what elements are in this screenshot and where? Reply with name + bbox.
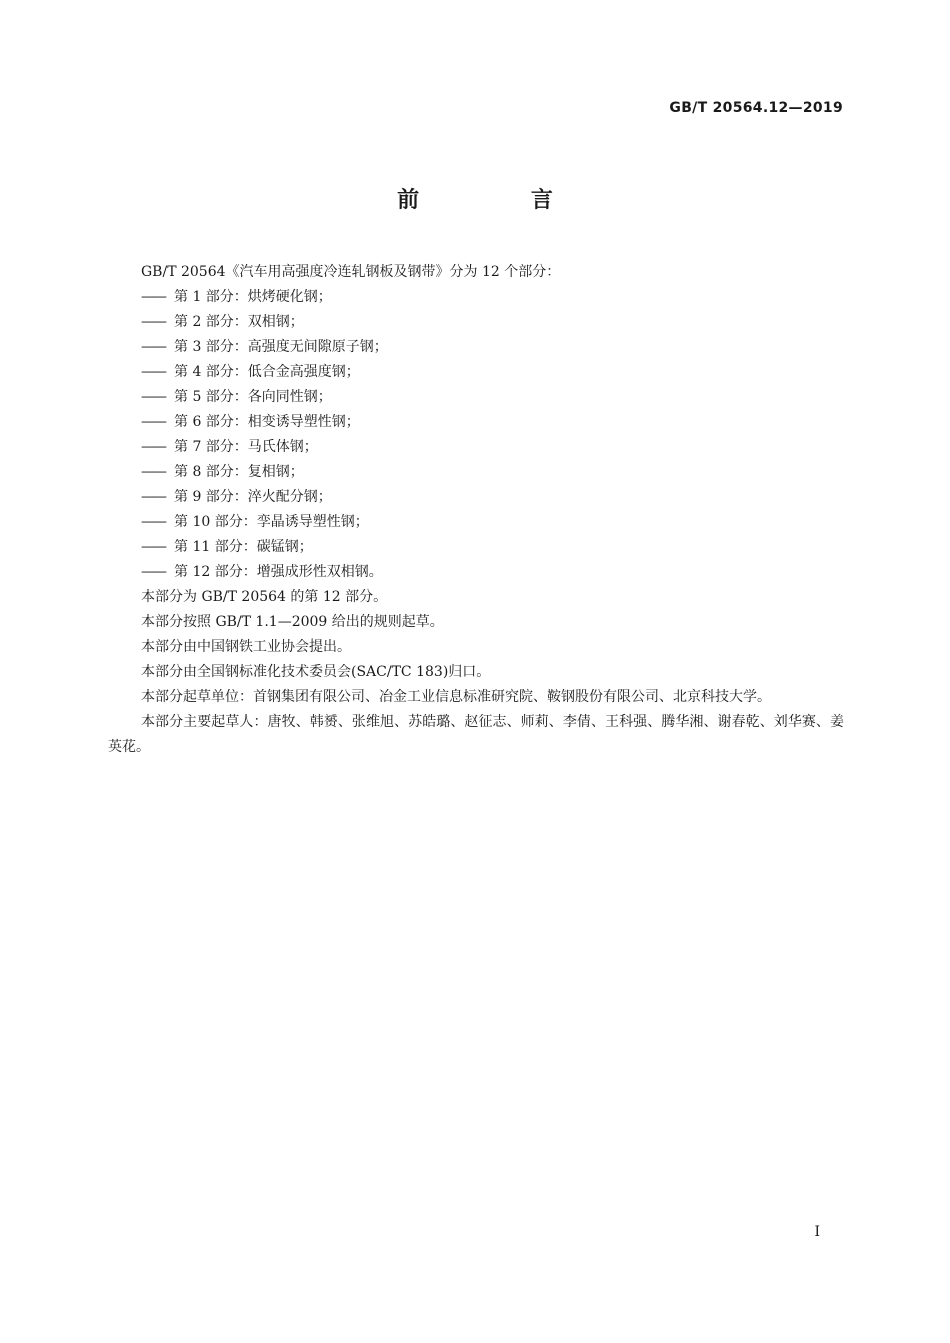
intro-paragraph: GB/T 20564《汽车用高强度冷连轧钢板及钢带》分为 12 个部分： [141, 264, 561, 280]
drafters-paragraph: 本部分主要起草人：唐牧、韩赟、张维旭、苏皓璐、赵征志、师莉、李倩、王科强、腾华湘、谢春乾、刘华赛、姜英花。 [108, 714, 844, 755]
dash-marker: —— [141, 414, 165, 430]
drafting-rules-paragraph: 本部分按照 GB/T 1.1—2009 给出的规则起草。 [141, 614, 444, 630]
dash-marker: —— [141, 489, 165, 505]
dash-marker: —— [141, 289, 165, 305]
list-item [108, 460, 844, 485]
dash-marker: —— [141, 364, 165, 380]
dash-marker: —— [141, 389, 165, 405]
list-item [108, 510, 844, 535]
drafting-units-paragraph: 本部分起草单位：首钢集团有限公司、冶金工业信息标准研究院、鞍钢股份有限公司、北京科技大学。 [141, 689, 771, 705]
foreword-body [108, 260, 844, 760]
part-label: 第 1 部分：烘烤硬化钢； [174, 289, 332, 305]
part-label: 第 4 部分：低合金高强度钢； [174, 364, 360, 380]
list-item [108, 435, 844, 460]
list-item [108, 335, 844, 360]
dash-marker: —— [141, 339, 165, 355]
dash-marker: —— [141, 564, 165, 580]
list-item [108, 535, 844, 560]
list-item [108, 410, 844, 435]
dash-marker: —— [141, 439, 165, 455]
list-item [108, 360, 844, 385]
dash-marker: —— [141, 464, 165, 480]
part-label: 第 3 部分：高强度无间隙原子钢； [174, 339, 388, 355]
part-label: 第 12 部分：增强成形性双相钢。 [174, 564, 383, 580]
committee-paragraph: 本部分由全国钢标准化技术委员会(SAC/TC 183)归口。 [141, 664, 491, 680]
part-label: 第 9 部分：淬火配分钢； [174, 489, 332, 505]
list-item [108, 385, 844, 410]
page-title: 前 言 [397, 188, 605, 213]
part-label: 第 2 部分：双相钢； [174, 314, 304, 330]
list-item [108, 560, 844, 585]
list-item [108, 310, 844, 335]
dash-marker: —— [141, 539, 165, 555]
list-item [108, 485, 844, 510]
part-label: 第 6 部分：相变诱导塑性钢； [174, 414, 360, 430]
part-label: 第 5 部分：各向同性钢； [174, 389, 332, 405]
dash-marker: —— [141, 514, 165, 530]
dash-marker: —— [141, 314, 165, 330]
parts-list [108, 285, 844, 585]
list-item [108, 285, 844, 310]
page-number: I [814, 1224, 820, 1240]
part-label: 第 10 部分：孪晶诱导塑性钢； [174, 514, 369, 530]
standard-code: GB/T 20564.12—2019 [669, 100, 843, 116]
proposer-paragraph: 本部分由中国钢铁工业协会提出。 [141, 639, 351, 655]
part-label: 第 11 部分：碳锰钢； [174, 539, 313, 555]
part-number-paragraph: 本部分为 GB/T 20564 的第 12 部分。 [141, 589, 388, 605]
part-label: 第 8 部分：复相钢； [174, 464, 304, 480]
part-label: 第 7 部分：马氏体钢； [174, 439, 318, 455]
